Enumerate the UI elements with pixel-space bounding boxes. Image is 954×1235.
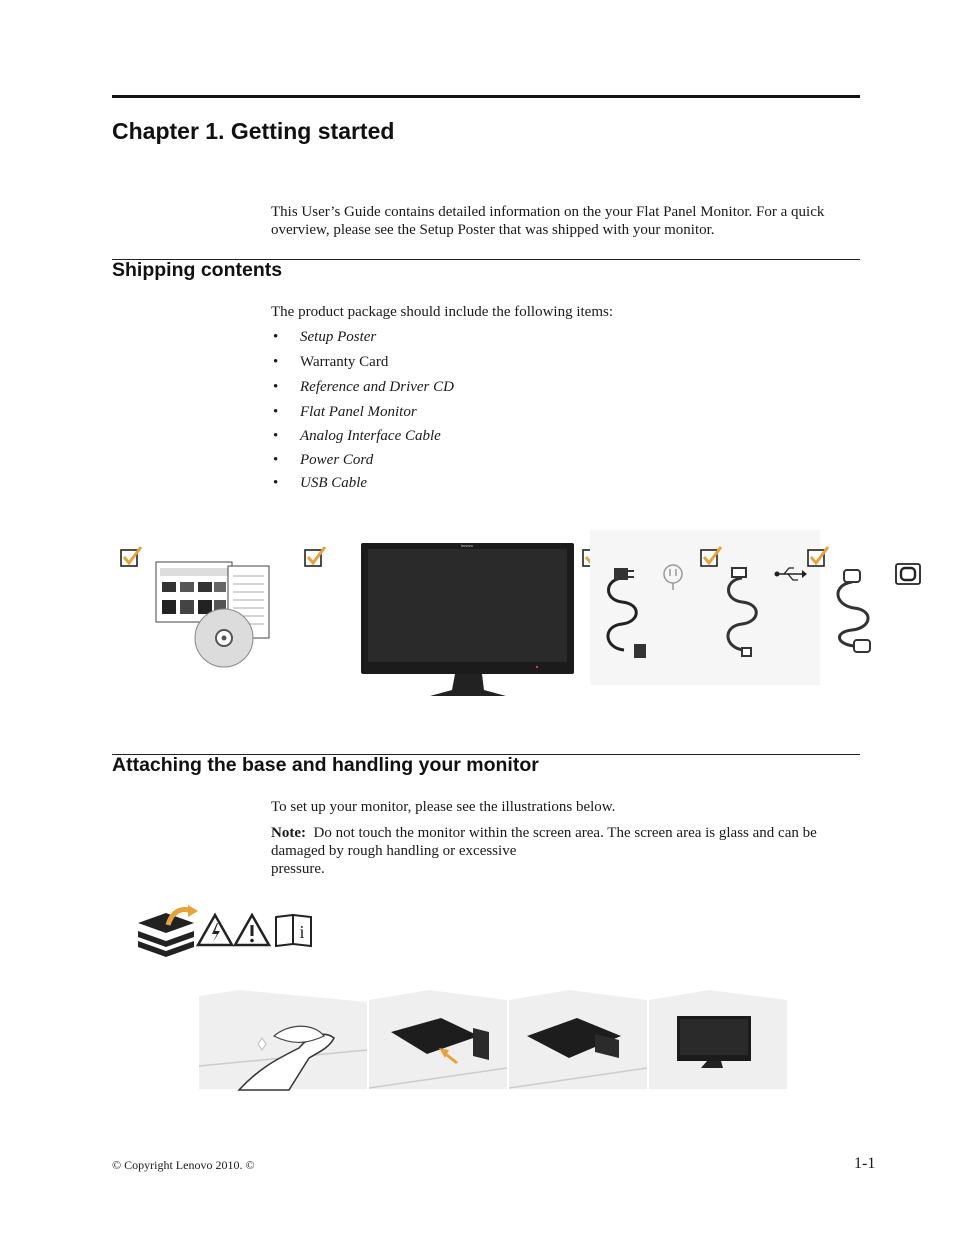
warning-icon xyxy=(235,915,269,945)
flat-panel-monitor-image xyxy=(361,543,574,696)
svg-text:i: i xyxy=(299,922,305,942)
check-box-icon xyxy=(808,547,828,566)
section-heading-attaching: Attaching the base and handling your monitor xyxy=(112,754,539,776)
footer-copyright: © Copyright Lenovo 2010. © xyxy=(112,1158,255,1172)
list-item: • Power Cord xyxy=(271,449,454,472)
manual-info-icon xyxy=(276,915,311,946)
list-item: • Reference and Driver CD xyxy=(271,376,454,401)
check-box-icon xyxy=(305,547,325,566)
note-text: Do not touch the monitor within the screen area. The screen area is glass and can be damaged by rough handling or excessive xyxy=(271,825,817,859)
page-number: 1-1 xyxy=(854,1155,876,1172)
step-place-base xyxy=(369,990,507,1089)
driver-cd-image xyxy=(195,609,253,667)
note-paragraph xyxy=(271,824,851,878)
list-item: • Analog Interface Cable xyxy=(271,425,454,449)
note-text-continuation: pressure. xyxy=(271,861,325,877)
electric-hazard-icon xyxy=(198,915,232,945)
list-item: • Warranty Card xyxy=(271,351,454,376)
chapter-title: Chapter 1. Getting started xyxy=(112,118,395,144)
vga-icon xyxy=(896,564,920,584)
shipping-lead: The product package should include the following items: xyxy=(271,304,613,320)
analog-cable-image xyxy=(838,564,920,652)
step-wipe-surface xyxy=(199,990,367,1090)
assembly-steps-illustration xyxy=(199,988,789,1092)
safety-icons xyxy=(136,905,316,960)
list-item: • USB Cable xyxy=(271,472,454,497)
chapter-top-rule xyxy=(112,95,860,98)
list-item: • Setup Poster xyxy=(271,326,454,351)
intro-paragraph: This User’s Guide contains detailed information on the your Flat Panel Monitor. For a quick overview, please see the Setup Poster that was shipped with your monitor. xyxy=(271,204,825,238)
check-box-icon xyxy=(121,547,141,566)
section-heading-shipping: Shipping contents xyxy=(112,259,283,281)
shipping-items-list xyxy=(271,326,454,497)
monitor-brand: lenovo xyxy=(461,543,473,548)
package-contents-illustration xyxy=(112,530,932,705)
step-attach-stand xyxy=(509,990,647,1089)
step-upright-monitor xyxy=(649,990,787,1089)
unpack-box-icon xyxy=(138,905,198,957)
note-label: Note: xyxy=(271,825,306,841)
attaching-lead: To set up your monitor, please see the illustrations below. xyxy=(271,799,616,815)
list-item: • Flat Panel Monitor xyxy=(271,401,454,425)
